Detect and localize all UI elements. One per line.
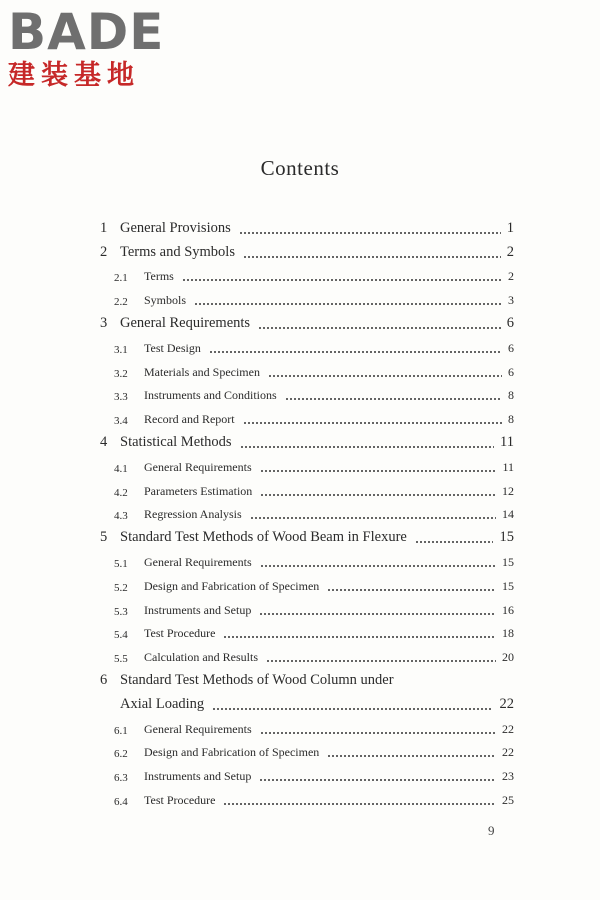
toc-entry-page: 3: [508, 293, 514, 308]
toc-leader-dots: [223, 636, 496, 638]
toc-entry-page: 6: [506, 314, 514, 331]
toc-leader-dots: [240, 446, 494, 448]
toc-entry-page: 20: [502, 650, 514, 665]
toc-leader-dots: [259, 779, 496, 781]
toc-leader-dots: [266, 660, 496, 662]
toc-entry-title: Standard Test Methods of Wood Column under: [120, 671, 394, 688]
logo-wordmark: BADE: [8, 3, 165, 61]
toc-leader-dots: [243, 256, 501, 258]
toc-entry-page: 11: [500, 433, 514, 450]
toc-entry-number: 5.5: [114, 653, 128, 666]
toc-entry-page: 6: [508, 340, 514, 355]
toc-leader-dots: [212, 708, 493, 710]
toc-subsection-entry[interactable]: [96, 551, 514, 575]
toc-entry-page: 6: [508, 364, 514, 379]
toc-entry-number: 4: [100, 433, 108, 450]
toc-entry-page: 12: [502, 483, 514, 498]
toc-entry-number: 3.1: [114, 343, 128, 356]
toc-entry-title: Symbols: [144, 293, 187, 308]
toc-subsection-entry[interactable]: [96, 789, 514, 813]
toc-entry-number: 2.2: [114, 296, 128, 309]
toc-subsection-entry[interactable]: [96, 456, 514, 480]
toc-entry-title: General Requirements: [120, 314, 251, 331]
toc-entry-number: 6.1: [114, 724, 128, 737]
toc-leader-dots: [285, 398, 502, 400]
toc-entry-page: 11: [502, 459, 514, 474]
table-of-contents: [96, 218, 514, 813]
toc-entry-number: 5.1: [114, 557, 128, 570]
page-title: Contents: [260, 156, 340, 180]
toc-entry-page: 15: [499, 529, 514, 546]
toc-entry-page: 1: [506, 219, 514, 236]
toc-subsection-entry[interactable]: [96, 385, 514, 409]
toc-entry-page: 16: [502, 602, 514, 617]
toc-entry-title: Test Procedure: [144, 626, 216, 641]
toc-entry-title: Record and Report: [144, 412, 235, 427]
toc-entry-title: Regression Analysis: [144, 507, 242, 522]
publisher-logo: [8, 4, 178, 92]
toc-subsection-entry[interactable]: [96, 504, 514, 528]
toc-chapter-entry[interactable]: [96, 670, 514, 694]
toc-subsection-entry[interactable]: [96, 266, 514, 290]
toc-chapter-entry[interactable]: [96, 527, 514, 551]
toc-subsection-entry[interactable]: [96, 337, 514, 361]
toc-entry-page: 22: [499, 695, 514, 712]
toc-entry-number: 1: [100, 219, 108, 236]
toc-leader-dots: [268, 375, 502, 377]
toc-entry-title: Design and Fabrication of Specimen: [144, 745, 320, 760]
toc-entry-number: 6: [100, 671, 108, 688]
toc-subsection-entry[interactable]: [96, 623, 514, 647]
toc-entry-title: Design and Fabrication of Specimen: [144, 578, 320, 593]
toc-entry-number: 6.4: [114, 795, 128, 808]
toc-entry-page: 23: [502, 769, 514, 784]
toc-entry-number: 4.2: [114, 486, 128, 499]
toc-entry-title: Test Procedure: [144, 792, 216, 807]
toc-entry-title: Standard Test Methods of Wood Beam in Flexure: [120, 529, 407, 546]
toc-entry-page: 14: [502, 507, 514, 522]
logo-subtitle: 建装基地: [8, 60, 140, 91]
toc-entry-title: Instruments and Setup: [144, 769, 252, 784]
toc-entry-title: Test Design: [144, 340, 201, 355]
toc-entry-page: 25: [502, 792, 514, 807]
toc-chapter-entry[interactable]: [96, 313, 514, 337]
toc-entry-page: 15: [502, 578, 514, 593]
toc-entry-number: 3: [100, 314, 108, 331]
toc-entry-page: 18: [502, 626, 514, 641]
toc-subsection-entry[interactable]: [96, 408, 514, 432]
toc-subsection-entry[interactable]: [96, 646, 514, 670]
toc-entry-page: 2: [506, 243, 514, 260]
toc-subsection-entry[interactable]: [96, 599, 514, 623]
toc-leader-dots: [327, 589, 496, 591]
toc-leader-dots: [259, 613, 496, 615]
toc-entry-number: 6.3: [114, 772, 128, 785]
toc-chapter-entry[interactable]: [96, 218, 514, 242]
toc-leader-dots: [260, 470, 496, 472]
toc-entry-title: Terms: [144, 269, 174, 284]
toc-leader-dots: [182, 279, 502, 281]
toc-entry-number: 2: [100, 243, 108, 260]
toc-leader-dots: [239, 232, 501, 234]
toc-entry-title: General Requirements: [144, 554, 252, 569]
toc-entry-number: 5.2: [114, 581, 128, 594]
toc-leader-dots: [194, 303, 502, 305]
toc-leader-dots: [250, 517, 496, 519]
toc-entry-title: Terms and Symbols: [120, 243, 235, 260]
toc-entry-page: 15: [502, 554, 514, 569]
toc-entry-number: 3.3: [114, 391, 128, 404]
toc-entry-title: Statistical Methods: [120, 433, 232, 450]
toc-chapter-entry[interactable]: [96, 694, 514, 718]
toc-chapter-entry[interactable]: [96, 242, 514, 266]
toc-subsection-entry[interactable]: [96, 575, 514, 599]
toc-entry-title: General Requirements: [144, 721, 252, 736]
toc-leader-dots: [209, 351, 502, 353]
toc-leader-dots: [260, 565, 496, 567]
toc-leader-dots: [258, 327, 501, 329]
toc-entry-title: Materials and Specimen: [144, 364, 260, 379]
toc-entry-number: 5: [100, 529, 108, 546]
toc-entry-title: Parameters Estimation: [144, 483, 253, 498]
toc-entry-number: 3.2: [114, 367, 128, 380]
toc-entry-page: 22: [502, 745, 514, 760]
toc-entry-number: 5.4: [114, 629, 128, 642]
toc-leader-dots: [260, 494, 496, 496]
toc-chapter-entry[interactable]: [96, 432, 514, 456]
toc-leader-dots: [243, 422, 502, 424]
toc-subsection-entry[interactable]: [96, 742, 514, 766]
toc-subsection-entry[interactable]: [96, 289, 514, 313]
toc-entry-page: 22: [502, 721, 514, 736]
toc-leader-dots: [415, 541, 493, 543]
toc-entry-page: 8: [508, 388, 514, 403]
toc-entry-number: 3.4: [114, 415, 128, 428]
toc-subsection-entry[interactable]: [96, 480, 514, 504]
toc-entry-number: 4.3: [114, 510, 128, 523]
toc-entry-page: 8: [508, 412, 514, 427]
toc-entry-number: 5.3: [114, 605, 128, 618]
toc-leader-dots: [223, 803, 496, 805]
toc-entry-title: Instruments and Setup: [144, 602, 252, 617]
toc-entry-title: Calculation and Results: [144, 650, 258, 665]
toc-entry-title: General Requirements: [144, 459, 252, 474]
toc-entry-number: 4.1: [114, 462, 128, 475]
toc-entry-title: Instruments and Conditions: [144, 388, 277, 403]
toc-subsection-entry[interactable]: [96, 718, 514, 742]
toc-entry-page: 2: [508, 269, 514, 284]
toc-subsection-entry[interactable]: [96, 361, 514, 385]
toc-leader-dots: [327, 755, 496, 757]
toc-subsection-entry[interactable]: [96, 765, 514, 789]
toc-entry-title: Axial Loading: [120, 695, 205, 712]
toc-leader-dots: [260, 732, 496, 734]
toc-entry-number: 6.2: [114, 748, 128, 761]
toc-entry-number: 2.1: [114, 272, 128, 285]
toc-entry-title: General Provisions: [120, 219, 231, 236]
page-number: 9: [488, 823, 495, 838]
